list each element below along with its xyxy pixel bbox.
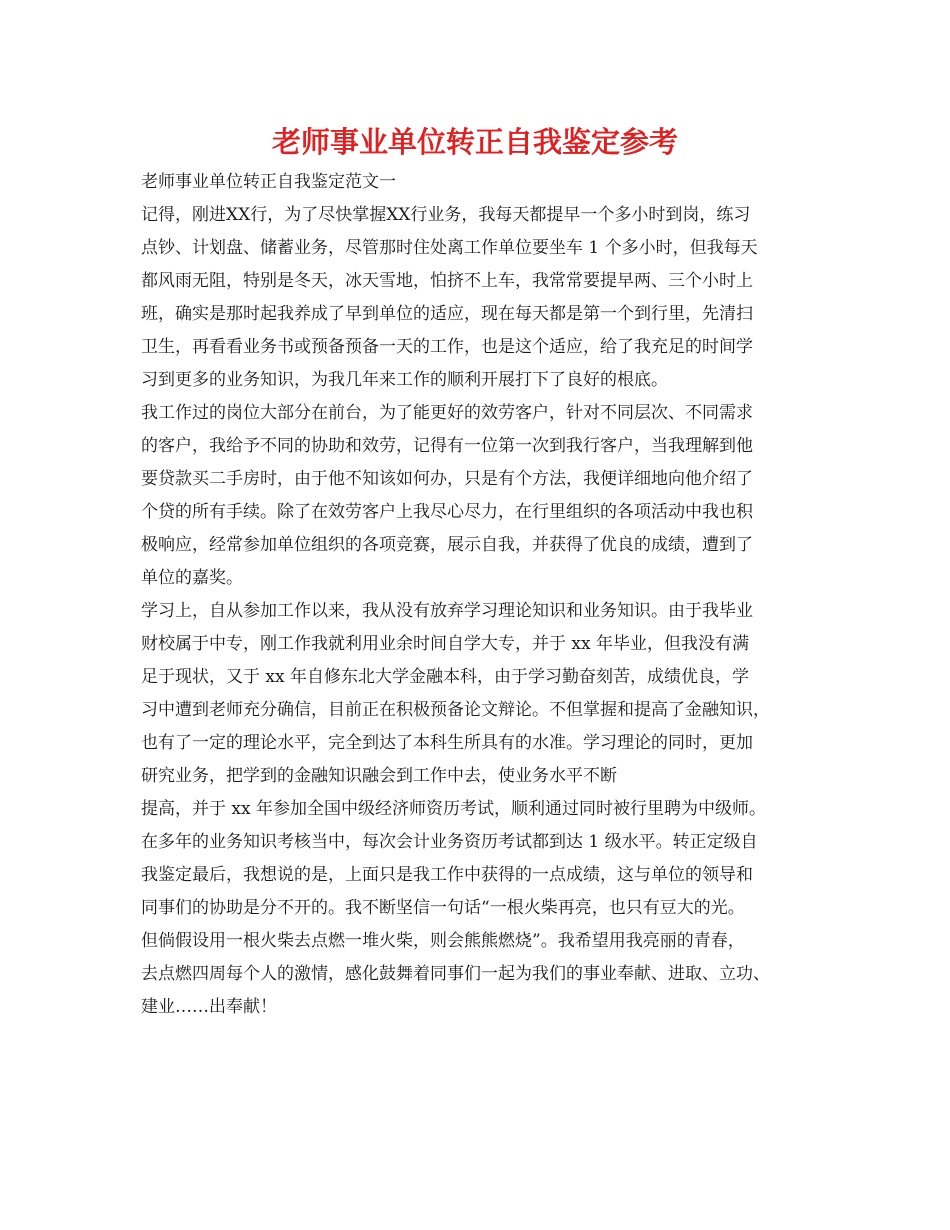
body-line: 但倘假设用一根火柴去点燃一堆火柴，则会熊熊燃烧”。我希望用我亮丽的青春， [141,931,745,951]
body-line: 提高，并于 xx 年参加全国中级经济师资历考试，顺利通过同时被行里聘为中级师。 [141,799,766,819]
body-line: 要贷款买二手房时，由于他不知该如何办，只是有个方法，我便详细地向他介绍了 [141,469,753,489]
body-line: 习到更多的业务知识，为我几年来工作的顺利开展打下了良好的根底。 [141,370,668,390]
body-line: 同事们的协助是分不开的。我不断坚信一句话“一根火柴再亮，也只有豆大的光。 [141,898,745,918]
document-title: 老师事业单位转正自我鉴定参考 [271,125,678,159]
body-line: 我鉴定最后，我想说的是，上面只是我工作中获得的一点成绩，这与单位的领导和 [141,865,753,885]
body-line: 学习上，自从参加工作以来，我从没有放弃学习理论知识和业务知识。由于我毕业 [141,601,753,621]
body-line: 卫生，再看看业务书或预备预备一天的工作，也是这个适应，给了我充足的时间学 [141,337,753,357]
body-line: 财校属于中专，刚工作我就利用业余时间自学大专，并于 xx 年毕业，但我没有满 [141,634,749,654]
document-body [141,166,831,1024]
body-line: 的客户，我给予不同的协助和效劳，记得有一位第一次到我行客户，当我理解到他 [141,436,753,456]
body-line: 极响应，经常参加单位组织的各项竞赛，展示自我，并获得了优良的成绩，遭到了 [141,535,753,555]
body-line: 个贷的所有手续。除了在效劳客户上我尽心尽力，在行里组织的各项活动中我也积 [141,502,753,522]
body-line: 足于现状，又于 xx 年自修东北大学金融本科，由于学习勤奋刻苦，成绩优良，学 [141,667,749,687]
body-line: 班，确实是那时起我养成了早到单位的适应，现在每天都是第一个到行里，先清扫 [141,304,753,324]
body-line: 研究业务，把学到的金融知识融会到工作中去，使业务水平不断 [141,766,617,786]
body-line: 在多年的业务知识考核当中，每次会计业务资历考试都到达 1 级水平。转正定级自 [141,832,758,852]
body-line: 记得，刚进XX行，为了尽快掌握XX行业务，我每天都提早一个多小时到岗，练习 [141,205,751,225]
body-line: 习中遭到老师充分确信，目前正在积极预备论文辩论。不但掌握和提高了金融知识， [141,700,770,720]
body-line: 都风雨无阻，特别是冬天，冰天雪地，怕挤不上车，我常常要提早两、三个小时上 [141,271,753,291]
body-line: 去点燃四周每个人的激情，感化鼓舞着同事们一起为我们的事业奉献、进取、立功、 [141,964,770,984]
body-line: 也有了一定的理论水平，完全到达了本科生所具有的水准。学习理论的同时，更加 [141,733,753,753]
body-line: 点钞、计划盘、储蓄业务，尽管那时住处离工作单位要坐车 1 个多小时，但我每天 [141,238,758,258]
body-line: 老师事业单位转正自我鉴定范文一 [141,172,396,192]
body-line: 建业……出奉献！ [141,997,277,1017]
body-line: 单位的嘉奖。 [141,568,243,588]
body-line: 我工作过的岗位大部分在前台，为了能更好的效劳客户，针对不同层次、不同需求 [141,403,753,423]
